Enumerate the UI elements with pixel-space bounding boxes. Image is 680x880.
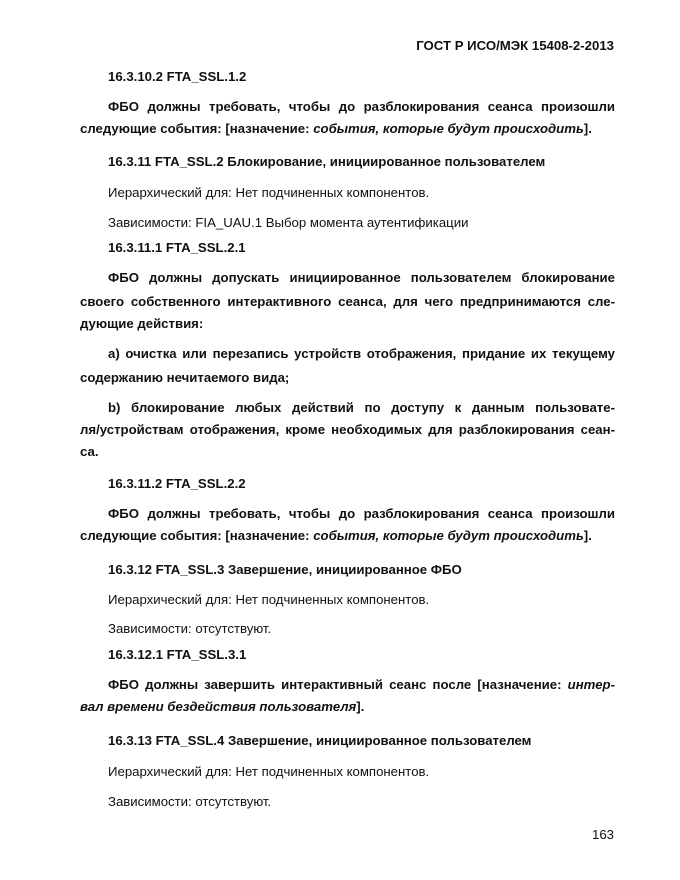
paragraph-line: са.	[80, 444, 99, 459]
paragraph-line: Зависимости: FIA_UAU.1 Выбор момента аутентификации	[108, 215, 469, 230]
paragraph-line: ля/устройствам отображения, кроме необходимых для разблокирования сеан-	[80, 422, 615, 437]
section-heading: 16.3.12.1 FTA_SSL.3.1	[108, 647, 247, 662]
paragraph-line: Иерархический для: Нет подчиненных компонентов.	[108, 764, 430, 779]
paragraph-line: Иерархический для: Нет подчиненных компонентов.	[108, 592, 430, 607]
section-heading: 16.3.11.1 FTA_SSL.2.1	[108, 240, 246, 255]
section-heading: 16.3.11 FTA_SSL.2 Блокирование, инициированное пользователем	[108, 154, 546, 169]
document-header: ГОСТ Р ИСО/МЭК 15408-2-2013	[416, 38, 614, 53]
section-heading: 16.3.11.2 FTA_SSL.2.2	[108, 476, 246, 491]
section-heading: 16.3.12 FTA_SSL.3 Завершение, инициированное ФБО	[108, 562, 462, 577]
section-heading: 16.3.10.2 FTA_SSL.1.2	[108, 69, 247, 84]
paragraph-line: содержанию нечитаемого вида;	[80, 370, 290, 385]
paragraph-line: b) блокирование любых действий по доступу к данным пользовате-	[108, 400, 615, 415]
paragraph-line: а) очистка или перезапись устройств отображения, придание их текущему	[108, 346, 615, 361]
paragraph-line: ФБО должны завершить интерактивный сеанс после [назначение: интер-	[108, 677, 615, 692]
paragraph-line: дующие действия:	[80, 316, 204, 331]
paragraph-line: Иерархический для: Нет подчиненных компонентов.	[108, 185, 430, 200]
section-heading: 16.3.13 FTA_SSL.4 Завершение, инициированное пользователем	[108, 733, 532, 748]
paragraph-line: следующие события: [назначение: события, которые будут происходить].	[80, 121, 592, 136]
paragraph-line: ФБО должны допускать инициированное пользователем блокирование	[108, 270, 615, 285]
paragraph-line: Зависимости: отсутствуют.	[108, 621, 272, 636]
paragraph-line: своего собственного интерактивного сеанса, для чего предпринимаются сле-	[80, 294, 615, 309]
paragraph-line: вал времени бездействия пользователя].	[80, 699, 365, 714]
paragraph-line: ФБО должны требовать, чтобы до разблокирования сеанса произошли	[108, 99, 615, 114]
paragraph-line: следующие события: [назначение: события, которые будут происходить].	[80, 528, 592, 543]
page-number: 163	[591, 827, 614, 842]
paragraph-line: ФБО должны требовать, чтобы до разблокирования сеанса произошли	[108, 506, 615, 521]
paragraph-line: Зависимости: отсутствуют.	[108, 794, 272, 809]
